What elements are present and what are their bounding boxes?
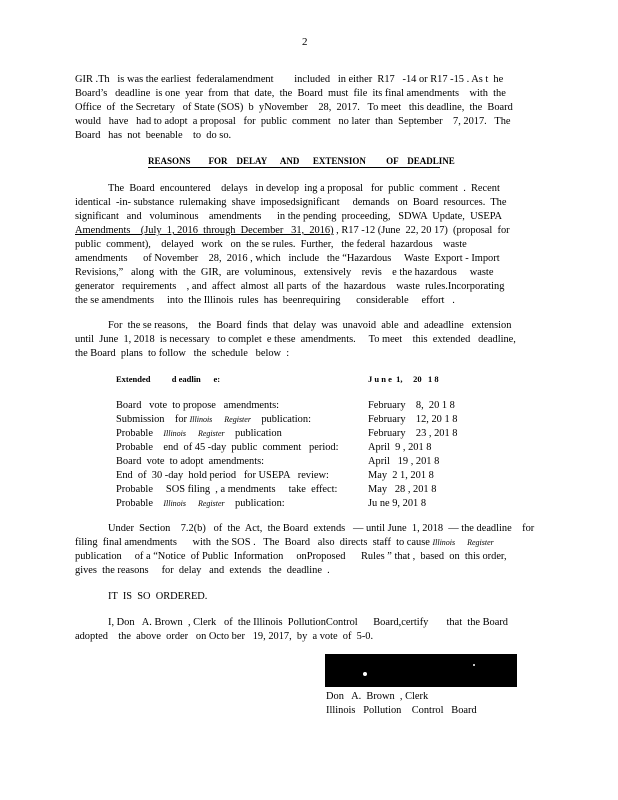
- schedule-date: May 2 1, 201 8: [368, 470, 434, 481]
- reasons-line: identical -in- substance rulemaking shave imposedsignificant demands on Board resources. The: [75, 197, 507, 208]
- schedule-header-date: J u n e 1, 20 1 8: [368, 374, 439, 384]
- reasons-line: the se amendments into the Illinois rules has beenrequiring considerable effort .: [75, 295, 455, 306]
- publication-name: Illinois Register: [189, 415, 251, 424]
- schedule-step: Board vote to propose amendments:: [116, 400, 280, 411]
- schedule-date: April 19 , 201 8: [368, 456, 440, 467]
- page-number: 2: [302, 36, 308, 48]
- reasons-line: The Board encountered delays in develop ing a proposal for public comment . Recent: [108, 183, 500, 194]
- intro-line: Office of the Secretary of State (SOS) b yNovember 28, 2017. To meet this deadline, the Board: [75, 102, 513, 113]
- reasons-line: generator requirements , and affect almost all parts of the hazardous waste rules.Incorporating: [75, 281, 505, 292]
- certify-line: adopted the above order on Octo ber 19, 2017, by a vote of 5-0.: [75, 631, 374, 642]
- schedule-date: February 12, 20 1 8: [368, 414, 458, 425]
- intro-line: Board has not beenable to do so.: [75, 130, 232, 141]
- schedule-step: Probable end of 45 -day public comment period:: [116, 442, 339, 453]
- reasons-line: [75, 226, 510, 236]
- schedule-step: Board vote to adopt amendments:: [116, 456, 265, 467]
- publication-name: Illinois Register: [432, 538, 494, 547]
- reasons-heading: REASONS FOR DELAY AND EXTENSION OF DEADLINE: [148, 156, 455, 166]
- redacted-signature: [325, 654, 517, 687]
- publication-name: Illinois Register: [163, 429, 225, 438]
- section-line: Under Section 7.2(b) of the Act, the Board extends — until June 1, 2018 — the deadline for: [108, 523, 535, 534]
- clerk-title: Illinois Pollution Control Board: [326, 705, 477, 716]
- intro-line: would have had to adopt a proposal for public comment no later than September 7, 2017. The: [75, 116, 511, 127]
- schedule-step: Probable Illinois Register publication:: [116, 498, 285, 509]
- reasons-line: public comment), delayed work on the se rules. Further, the federal hazardous waste: [75, 239, 467, 250]
- intro-line: GIR .Th is was the earliest federalamendment included in either R17 -14 or R17 -15 . As t he: [75, 74, 504, 85]
- clerk-name: Don A. Brown , Clerk: [326, 691, 429, 702]
- reasons-line: amendments of November 28, 2016 , which include the “Hazardous Waste Export - Import: [75, 253, 500, 264]
- schedule-step: Submission for Illinois Register publication:: [116, 414, 311, 425]
- reasons-line: significant and voluminous amendments in the pending proceeding, SDWA Update, USEPA: [75, 211, 503, 222]
- publication-name: Illinois Register: [163, 499, 225, 508]
- schedule-date: May 28 , 201 8: [368, 484, 437, 495]
- reasons-line-rest: , R17 -12 (June 22, 20 17) (proposal for: [333, 225, 510, 236]
- schedule-date: February 8, 20 1 8: [368, 400, 455, 411]
- schedule-step: Probable Illinois Register publication: [116, 428, 282, 439]
- schedule-step: Probable SOS filing , a mendments take effect:: [116, 484, 338, 495]
- usepa-amendments-reference: Amendments (July 1, 2016 through December 31, 2016): [75, 225, 334, 236]
- so-ordered: IT IS SO ORDERED.: [108, 591, 208, 602]
- intro-line: Board’s deadline is one year from that date, the Board must file its final amendments with the: [75, 88, 506, 99]
- finding-line: the Board plans to follow the schedule below :: [75, 348, 290, 359]
- section-line: filing final amendments with the SOS . The Board also directs staff to cause Illinois Register: [75, 537, 494, 548]
- certify-line: I, Don A. Brown , Clerk of the Illinois PollutionControl Board,certify that the Board: [108, 617, 508, 628]
- schedule-header-label: Extended d eadlin e:: [116, 374, 221, 384]
- schedule-date: April 9 , 201 8: [368, 442, 432, 453]
- finding-line: For the se reasons, the Board finds that delay was unavoid able and adeadline extension: [108, 320, 512, 331]
- finding-line: until June 1, 2018 is necessary to complet e these amendments. To meet this extended deadline,: [75, 334, 516, 345]
- section-line: gives the reasons for delay and extends the deadline .: [75, 565, 330, 576]
- reasons-line: Revisions,” along with the GIR, are voluminous, extensively revis e the hazardous waste: [75, 267, 494, 278]
- section-line: publication of a “Notice of Public Information onProposed Rules ” that , based on this order,: [75, 551, 507, 562]
- schedule-date: Ju ne 9, 201 8: [368, 498, 427, 509]
- schedule-step: End of 30 -day hold period for USEPA review:: [116, 470, 329, 481]
- schedule-date: February 23 , 201 8: [368, 428, 458, 439]
